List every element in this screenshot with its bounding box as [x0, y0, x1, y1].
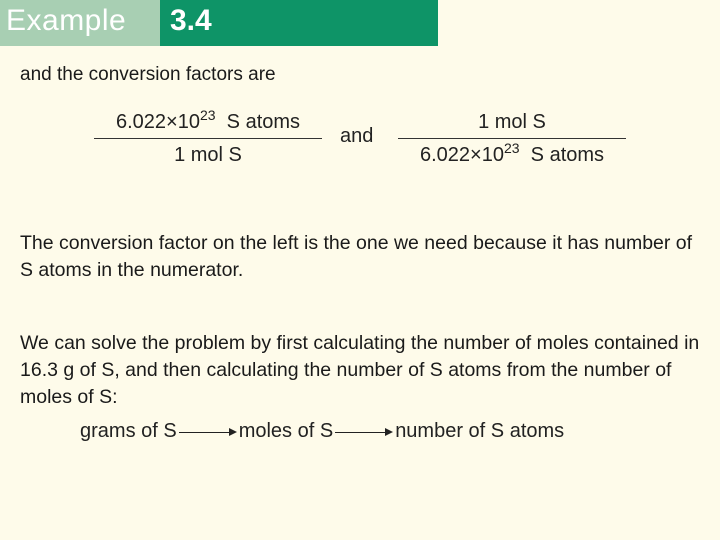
times-sign: × [166, 111, 178, 133]
solution-paragraph: We can solve the problem by first calculating the number of moles contained in 16.3 g of S, and then calculating the number of S atoms from the number of moles of S: [20, 332, 700, 408]
flow-step-moles: moles of S [238, 420, 334, 442]
explanation-paragraph: The conversion factor on the left is the one we need because it has number of S atoms in the numerator. [20, 232, 693, 281]
unit: S atoms [530, 144, 605, 166]
conversion-factor-right [398, 108, 626, 169]
factor-right-denominator [398, 141, 626, 169]
base: 10 [177, 111, 200, 133]
right-arrow-icon [179, 427, 237, 437]
flow-step-grams: grams of S [80, 420, 177, 442]
fraction-bar [398, 138, 626, 139]
right-arrow-icon [335, 427, 393, 437]
intro-text: and the conversion factors are [20, 64, 276, 85]
example-number-box [160, 0, 438, 46]
example-number: 3.4 [170, 4, 212, 37]
fraction-bar [94, 138, 322, 139]
flow-step-atoms: number of S atoms [395, 420, 565, 442]
unit: S atoms [226, 111, 301, 133]
example-label: Example [6, 4, 127, 37]
factor-right-numerator: 1 mol S [478, 111, 546, 133]
exponent: 23 [199, 107, 216, 123]
base: 10 [481, 144, 504, 166]
example-label-box [0, 0, 160, 46]
coefficient: 6.022 [115, 111, 167, 133]
exponent: 23 [503, 140, 520, 156]
coefficient: 6.022 [419, 144, 471, 166]
times-sign: × [470, 144, 482, 166]
factor-left-numerator [94, 108, 322, 136]
conversion-factor-left [94, 108, 322, 169]
conversion-flow [80, 420, 564, 443]
and-word: and [340, 125, 374, 147]
factor-left-denominator: 1 mol S [174, 144, 242, 166]
